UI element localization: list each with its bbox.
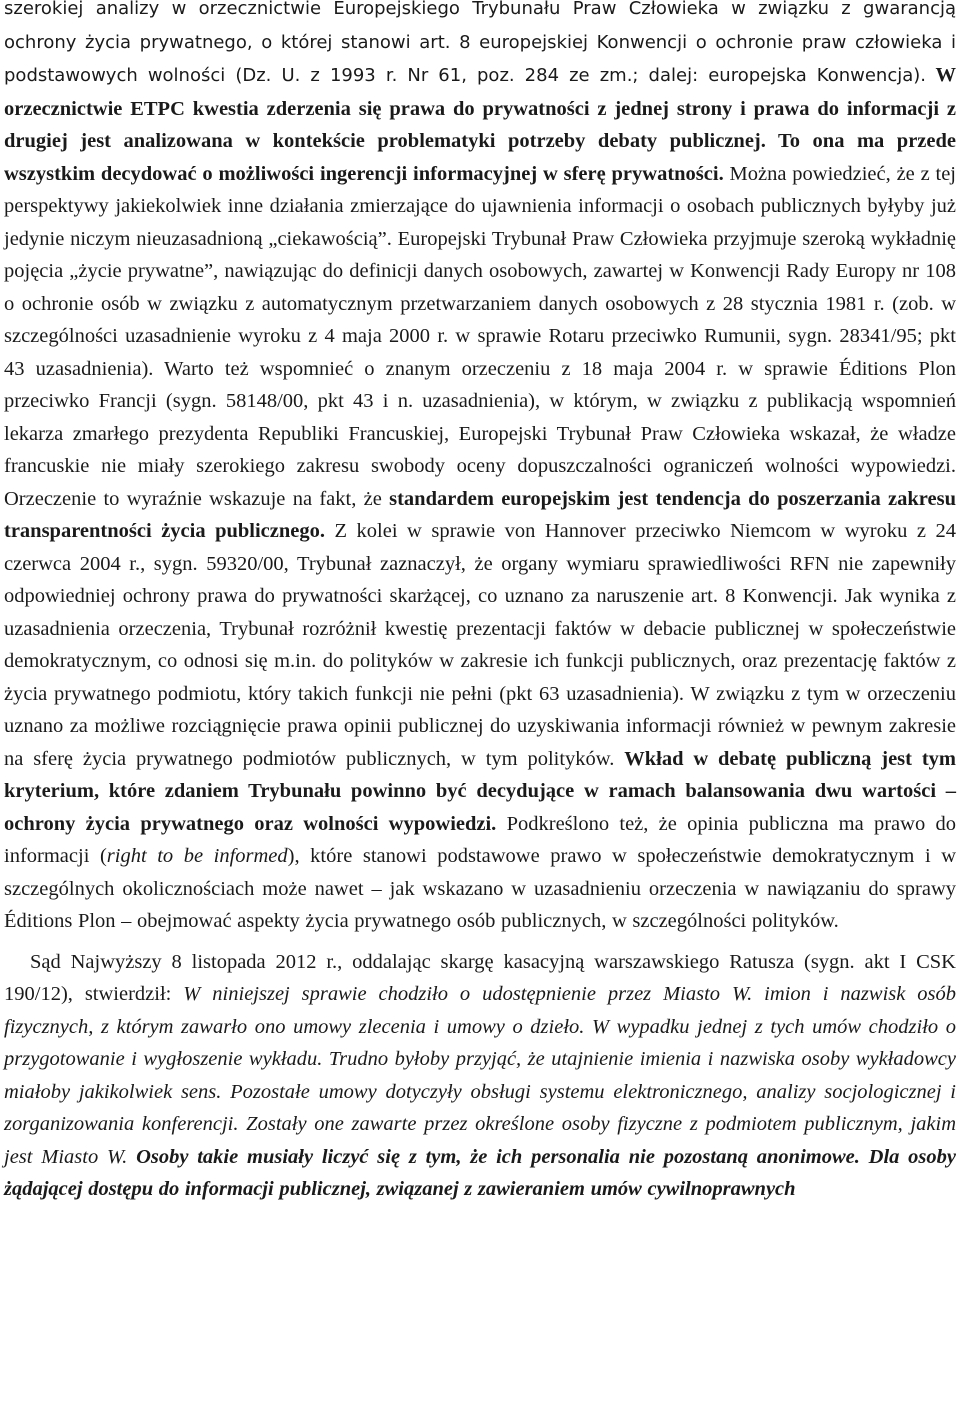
body-text: Można powiedzieć, że z tej perspektywy jakiekolwiek inne działania zmierzające do ujawnienia informacji o osobach publicznych byłyby już jedynie niczym nieuzasadnioną „ciekawością”. Europejski Trybunał Praw Człowieka przyjmuje szeroką wykładnię pojęcia „życie prywatne”, nawiązując do definicji danych osobowych, zawartej w Konwencji Rady Europy nr 108 o ochronie osób w związku z automatycznym przetwarzaniem danych osobowych z 28 stycznia 1981 r. (zob. w szczególności uzasadnienie wyroku z 4 maja 2000 r. w sprawie Rotaru przeciwko Rumunii, sygn. 28341/95; pkt 43 uzasadnienia). Warto też wspomnieć o znanym orzeczeniu z 18 maja 2004 r. w sprawie Éditions Plon przeciwko Francji (sygn. 58148/00, pkt 43 i n. uzasadnienia), w którym, w związku z publikacją wspomnień lekarza zmarłego prezydenta Republiki Francuskiej, Europejski Trybunał Praw Człowieka wskazał, że władze francuskie nie miały szerokiego zakresu swobody oceny dopuszczalności ograniczeń wolności wypowiedzi. Orzeczenie to wyraźnie wskazuje na fakt, że	[4, 162, 957, 510]
document-page	[4, 0, 956, 1206]
emphasis-privacy-vs-information: W orzecznictwie ETPC kwestia zderzenia się prawa do prywatności z jednej strony i prawa do informacji z drugiej jest analizowana w kontekście problematyki potrzeby debaty publicznej. To ona ma przede wszystkim decydować o możliwości ingerencji informacyjnej w sferę prywatności.	[4, 64, 956, 185]
body-text: Podkreślono też, że opinia publiczna ma prawo do informacji (	[4, 812, 956, 867]
emphasis-public-debate-criterion: Wkład w debatę publiczną jest tym kryterium, które zdaniem Trybunału powinno być decydujące w ramach balansowania dwu wartości – ochrony życia prywatnego oraz wolności wypowiedzi.	[4, 747, 956, 835]
court-quote: W niniejszej sprawie chodziło o udostępnienie przez Miasto W. imion i nazwisk osób fizycznych, z którym zawarło ono umowy zlecenia i umowy o dzieło. W wypadku jednej z tych umów chodziło o przygotowanie i wygłoszenie wykładu. Trudno byłoby przyjąć, że utajnienie imienia i nazwiska osoby wykładowcy miałoby jakikolwiek sens. Pozostałe umowy dotyczyły obsługi systemu elektronicznego, analizy socjologicznej i zorganizowania konferencji. Zostały one zawarte przez określone osoby fizyczne z podmiotem publicznym, jakim jest Miasto W.	[4, 983, 957, 1168]
emphasis-transparency-standard: standardem europejskim jest tendencja do poszerzania zakresu transparentności życia publicznego.	[4, 487, 956, 542]
paragraph-supreme-court-ruling	[4, 946, 956, 1206]
court-quote-emphasis: Osoby takie musiały liczyć się z tym, że ich personalia nie pozostaną anonimowe. Dla osoby żądającej dostępu do informacji publicznej, związanej z zawieraniem umów cywilnoprawnych	[4, 1145, 957, 1200]
paragraph-echr-case-law	[4, 0, 956, 938]
body-text: ), które stanowi podstawowe prawo w społeczeństwie demokratycznym i w szczególnych okolicznościach może nawet – jak wskazano w uzasadnieniu orzeczenia w nawiązaniu do sprawy Éditions Plon – obejmować aspekty życia prywatnego osób publicznych, w szczególności polityków.	[4, 845, 957, 932]
paragraph-lead-text: szerokiej analizy w orzecznictwie Europejskiego Trybunału Praw Człowieka w związku z gwarancją ochrony życia prywatnego, o której stanowi art. 8 europejskiej Konwencji o ochronie praw człowieka i podstawowych wolności (Dz. U. z 1993 r. Nr 61, poz. 284 ze zm.; dalej: europejska Konwencja).	[4, 0, 956, 86]
body-text: Z kolei w sprawie von Hannover przeciwko Niemcom w wyroku z 24 czerwca 2004 r., sygn. 59320/00, Trybunał zaznaczył, że organy wymiaru sprawiedliwości RFN nie zapewniły odpowiedniej ochrony prawa do prywatności skarżącej, co uznano za naruszenie art. 8 Konwencji. Jak wynika z uzasadnienia orzeczenia, Trybunał rozróżnił kwestię prezentacji faktów w debacie publicznej w społeczeństwie demokratycznym, co odnosi się m.in. do polityków w zakresie ich funkcji publicznych, oraz prezentację faktów z życia prywatnego podmiotu, który takich funkcji nie pełni (pkt 63 uzasadnienia). W związku z tym w orzeczeniu uznano za możliwe rozciągnięcie prawa opinii publicznej do uzyskiwania informacji również w pewnym zakresie na sferę życia prywatnego podmiotów publicznych, w tym polityków.	[4, 520, 956, 770]
body-text: Sąd Najwyższy 8 listopada 2012 r., oddalając skargę kasacyjną warszawskiego Ratusza (sygn. akt I CSK 190/12), stwierdził:	[4, 950, 956, 1005]
italic-term: right to be informed	[106, 845, 288, 867]
